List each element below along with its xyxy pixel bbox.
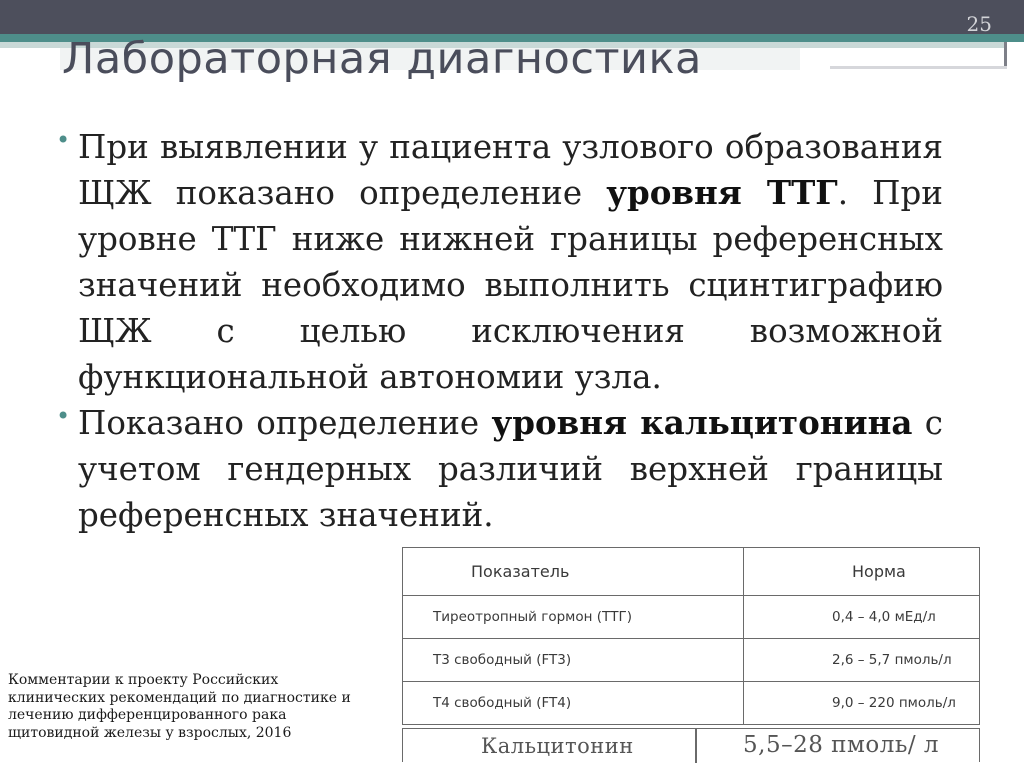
bullet-text <box>78 124 943 400</box>
bullet-text-emphasis: уровня ТТГ <box>606 173 838 212</box>
table-row <box>403 639 980 682</box>
bullet-dot-icon: • <box>56 126 71 154</box>
calcitonin-row <box>402 728 980 762</box>
bullet-text-emphasis: уровня кальцитонина <box>491 403 913 442</box>
table-cell-indicator: Т3 свободный (FT3) <box>403 639 744 682</box>
bullet-dot-icon: • <box>56 402 71 430</box>
calcitonin-divider <box>695 729 697 763</box>
table-header-row <box>403 548 980 596</box>
corner-accent-horizontal <box>830 66 1007 69</box>
source-footnote: Комментарии к проекту Российских клинических рекомендаций по диагностике и лечению дифференцированного рака щитовидной железы у взрослых, 2016 <box>8 672 351 741</box>
corner-accent-vertical <box>1004 42 1007 68</box>
slide-title: Лабораторная диагностика <box>62 34 702 84</box>
bullet-text-part: При выявлении у пациента узлового образования ЩЖ показано определение <box>78 128 943 212</box>
table-cell-indicator: Т4 свободный (FT4) <box>403 682 744 725</box>
calcitonin-value: 5,5–28 пмоль/ л <box>743 732 940 758</box>
bullet-text <box>78 400 943 538</box>
table-cell-norm: 2,6 – 5,7 пмоль/л <box>744 639 980 682</box>
table-row <box>403 682 980 725</box>
table-cell-norm: 0,4 – 4,0 мЕд/л <box>744 596 980 639</box>
reference-table <box>402 547 980 725</box>
bullet-text-part: Показано определение <box>78 404 492 442</box>
table-cell-norm: 9,0 – 220 пмоль/л <box>744 682 980 725</box>
table-header-indicator: Показатель <box>403 548 744 596</box>
bullet-text-part: с учетом гендерных различий верхней границы референсных значений. <box>78 404 943 534</box>
table-cell-indicator: Тиреотропный гормон (ТТГ) <box>403 596 744 639</box>
slide-number: 25 <box>966 12 992 36</box>
bullet-item-calcitonin <box>48 400 943 538</box>
table-header-norm: Норма <box>744 548 980 596</box>
bullet-text-part: . При уровне ТТГ ниже нижней границы референсных значений необходимо выполнить сцинтиграфию ЩЖ с целью исключения возможной функциональной автономии узла. <box>78 174 943 396</box>
bullet-list <box>48 124 943 538</box>
calcitonin-label: Кальцитонин <box>481 734 634 758</box>
bullet-item-tsh <box>48 124 943 400</box>
table-row <box>403 596 980 639</box>
header-band-dark <box>0 0 1024 34</box>
